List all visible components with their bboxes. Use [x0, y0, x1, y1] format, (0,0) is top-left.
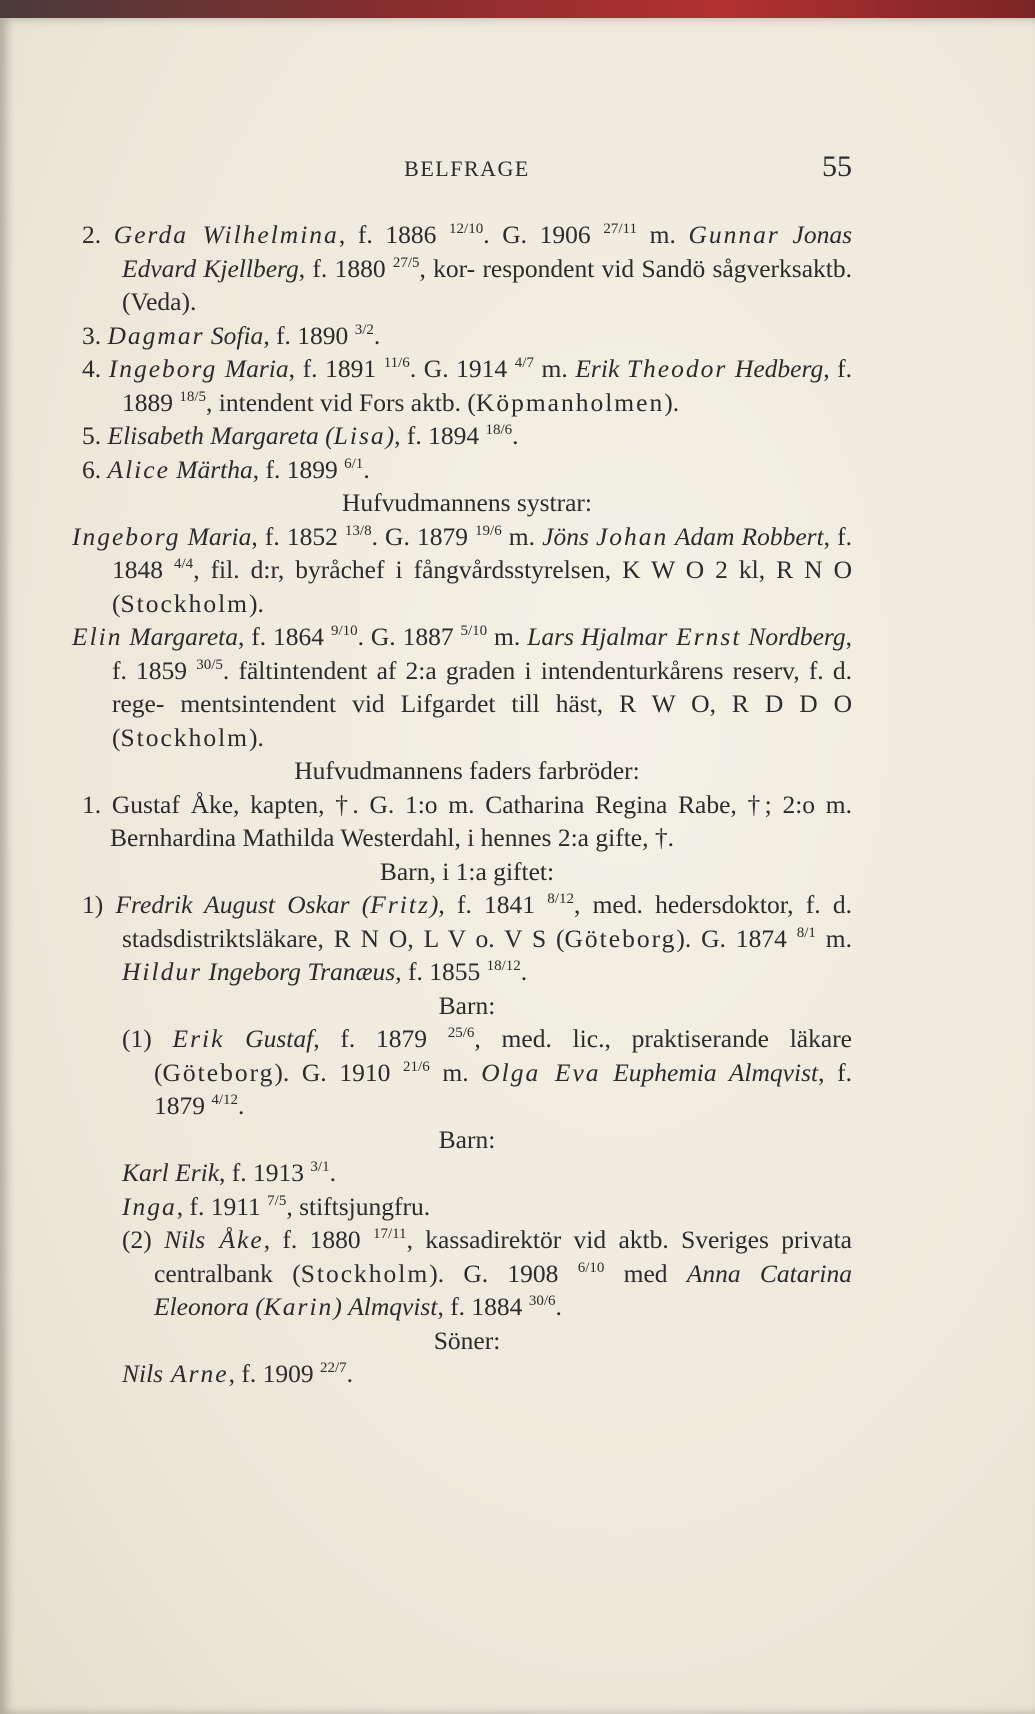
entry-sister-elin: Elin Margareta, f. 1864 $^{9/10}$. G. 1887 $^{5/10}$ m. Lars Hjalmar Ernst Nordberg, f. 1859 $^{30/5}$. fältintendent af 2:a graden i intendenturkårens reserv, f. d. rege- mentsintendent vid Lifgardet till häst, R W O, R D D O (Stockholm).: [72, 622, 852, 752]
heading-uncles: Hufvudmannens faders farbröder:: [294, 756, 640, 785]
running-title: BELFRAGE: [404, 156, 530, 181]
heading-sisters: Hufvudmannens systrar:: [342, 488, 592, 517]
entry-inga: Inga, f. 1911 $^{7/5}$, stiftsjungfru.: [122, 1191, 431, 1221]
entry-alice: 6. Alice Märtha, f. 1899 $^{6/1}$.: [82, 454, 370, 484]
entry-fredrik: 1) Fredrik August Oskar (Fritz), f. 1841 $^{8/12}$, med. hedersdoktor, f. d. stadsdistriktsläkare, R N O, L V o. V S (Göteborg). G. 1874 $^{8/1}$ m. Hildur Ingeborg Tranæus, f. 1855 $^{18/12}$.: [82, 890, 852, 986]
entry-erik-gustaf: (1) Erik Gustaf, f. 1879 $^{25/6}$, med. lic., praktiserande läkare (Göteborg). G. 1910 $^{21/6}$ m. Olga Eva Euphemia Almqvist, f. 1879 $^{4/12}$.: [122, 1024, 852, 1120]
entry-dagmar: 3. Dagmar Sofia, f. 1890 $^{3/2}$.: [82, 320, 381, 350]
heading-barn-2: Barn:: [438, 1124, 496, 1154]
heading-children-first-marriage: Barn, i 1:a giftet:: [379, 856, 555, 886]
entry-elisabeth: 5. Elisabeth Margareta (Lisa), f. 1894 $^{18/6}$.: [82, 421, 519, 450]
page-number: 55: [822, 150, 852, 183]
entry-nils-ake: (2) Nils Åke, f. 1880 $^{17/11}$, kassadirektör vid aktb. Sveriges privata centralbank (Stockholm). G. 1908 $^{6/10}$ med Anna Catarina Eleonora (Karin) Almqvist, f. 1884 $^{30/6}$.: [122, 1225, 853, 1321]
heading-barn-1: Barn:: [438, 990, 496, 1020]
entry-gerda: 2. Gerda Wilhelmina, f. 1886 $^{12/10}$. G. 1906 $^{27/11}$ m. Gunnar Jonas Edvard Kjellberg, f. 1880 $^{27/5}$, kor- respondent vid Sandö sågverksaktb. (Veda).: [82, 220, 852, 316]
entry-karl-erik: Karl Erik, f. 1913 $^{3/1}$.: [122, 1158, 336, 1187]
heading-soner: Söner:: [433, 1325, 501, 1355]
entry-ingeborg: 4. Ingeborg Maria, f. 1891 $^{11/6}$. G. 1914 $^{4/7}$ m. Erik Theodor Hedberg, f. 1889 $^{18/5}$, intendent vid Fors aktb. (Köpmanholmen).: [82, 354, 853, 417]
genealogy-text: [72, 218, 853, 1391]
running-header: [82, 150, 852, 184]
entry-sister-ingeborg: Ingeborg Maria, f. 1852 $^{13/8}$. G. 1879 $^{19/6}$ m. Jöns Johan Adam Robbert, f. 1848 $^{4/4}$, fil. d:r, byråchef i fångvårdsstyrelsen, K W O 2 kl, R N O (Stockholm).: [72, 521, 853, 618]
entry-nils-arne: Nils Arne, f. 1909 $^{22/7}$.: [122, 1359, 354, 1388]
entry-gustaf-ake: 1. Gustaf Åke, kapten, †. G. 1:o m. Catharina Regina Rabe, †; 2:o m. Bernhardina Mathilda Westerdahl, i hennes 2:a gifte, †.: [82, 789, 852, 852]
